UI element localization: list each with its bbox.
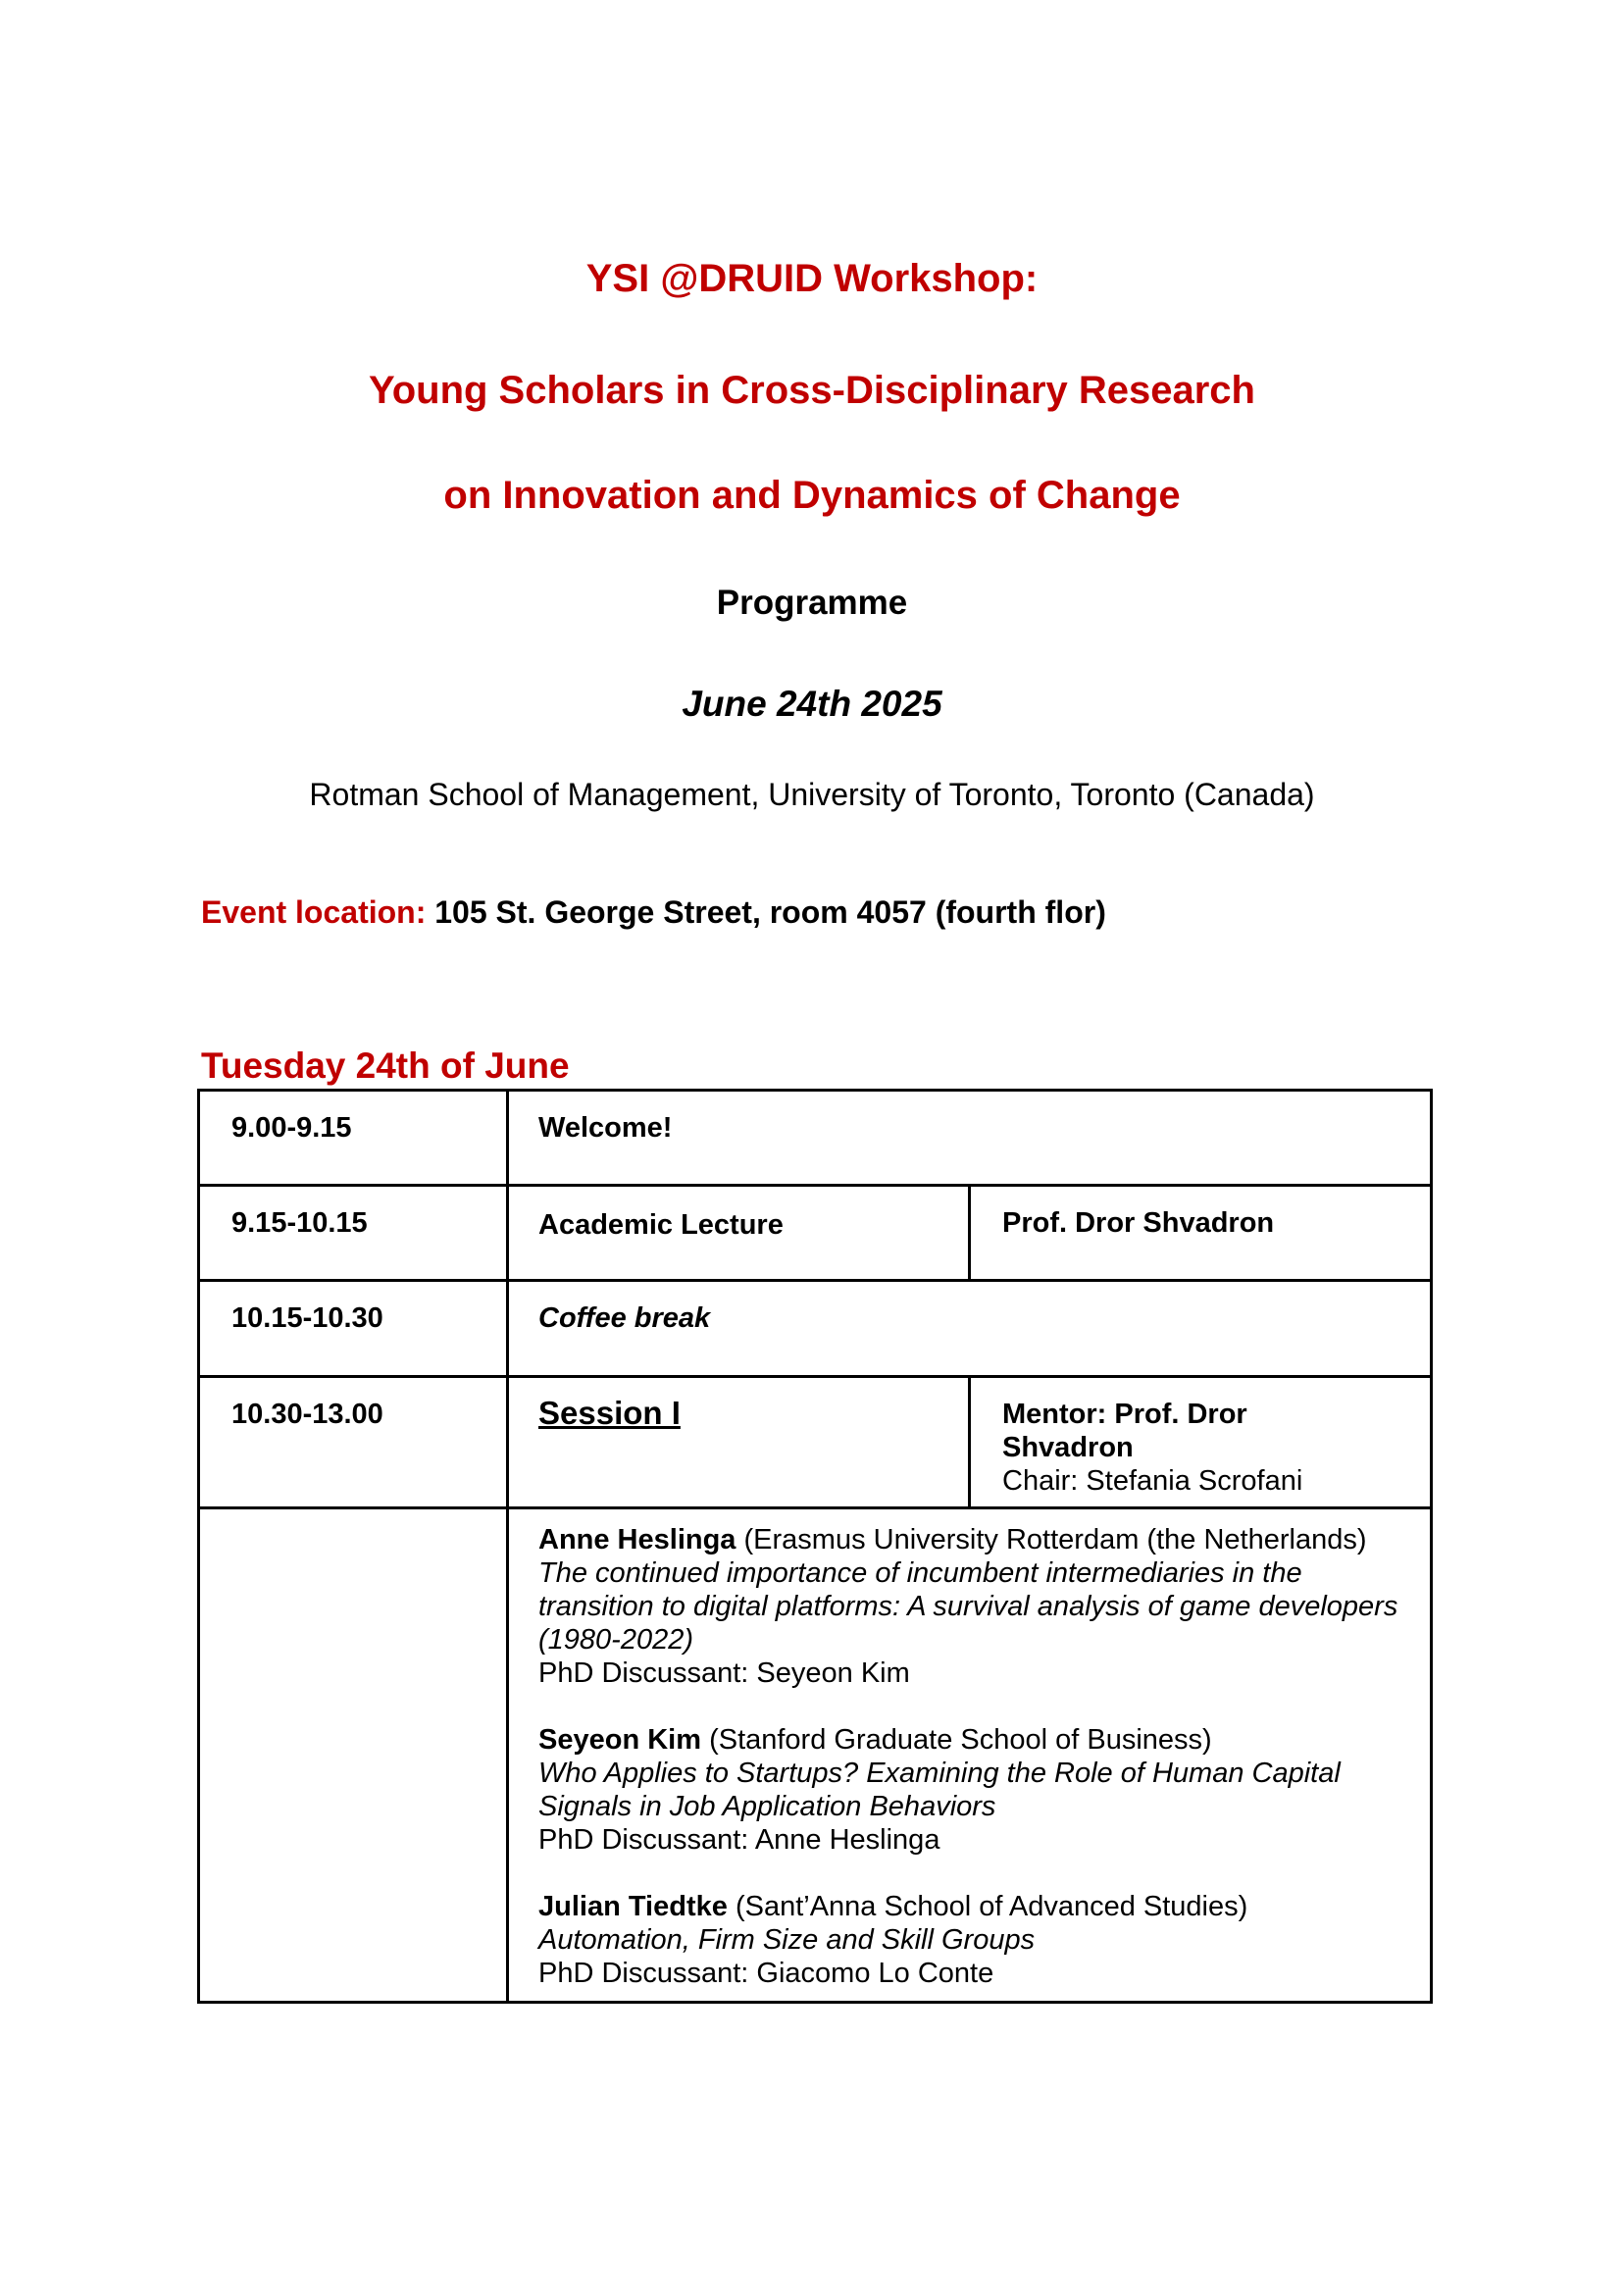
presenter-affiliation: (Stanford Graduate School of Business) — [709, 1724, 1212, 1756]
schedule-row-lecture — [199, 1186, 1432, 1281]
presentation — [538, 1890, 1410, 1990]
item-cell: Welcome! — [508, 1091, 1432, 1186]
schedule-row-coffee — [199, 1281, 1432, 1377]
schedule-table — [197, 1089, 1433, 2004]
presenter-name: Seyeon Kim — [538, 1724, 701, 1756]
workshop-subtitle-line1: Young Scholars in Cross-Disciplinary Research — [369, 369, 1255, 412]
presenter-name: Anne Heslinga — [538, 1524, 736, 1555]
speaker-cell: Prof. Dror Shvadron — [970, 1186, 1432, 1281]
session-title: Session I — [538, 1395, 681, 1431]
venue: Rotman School of Management, University of Toronto, Toronto (Canada) — [309, 777, 1315, 812]
item-cell — [508, 1377, 970, 1508]
discussant: PhD Discussant: Giacomo Lo Conte — [538, 1958, 994, 1989]
item-cell: Coffee break — [508, 1281, 1432, 1377]
time-cell: 10.15-10.30 — [199, 1281, 508, 1377]
paper-title: Automation, Firm Size and Skill Groups — [538, 1924, 1036, 1956]
empty-cell — [199, 1508, 508, 2003]
item-cell: Academic Lecture — [508, 1186, 970, 1281]
presentations-cell — [508, 1508, 1432, 2003]
chair: Chair: Stefania Scrofani — [1002, 1465, 1303, 1497]
time-cell: 10.30-13.00 — [199, 1377, 508, 1508]
mentor-cell — [970, 1377, 1432, 1508]
time-cell: 9.00-9.15 — [199, 1091, 508, 1186]
event-location-value: 105 St. George Street, room 4057 (fourth flor) — [434, 894, 1106, 930]
presentation — [538, 1523, 1410, 1690]
schedule-row-session — [199, 1377, 1432, 1508]
day-heading: Tuesday 24th of June — [201, 1045, 570, 1086]
paper-title: The continued importance of incumbent intermediaries in the transition to digital platforms: A survival analysis of game developers (1980-2022) — [538, 1557, 1398, 1656]
presentation — [538, 1723, 1410, 1857]
discussant: PhD Discussant: Seyeon Kim — [538, 1657, 910, 1689]
workshop-subtitle-line2: on Innovation and Dynamics of Change — [443, 474, 1181, 517]
presenter-affiliation: (Sant’Anna School of Advanced Studies) — [735, 1891, 1248, 1922]
event-location-label: Event location: — [201, 894, 427, 930]
workshop-title: YSI @DRUID Workshop: — [585, 257, 1039, 300]
event-date: June 24th 2025 — [682, 684, 942, 724]
schedule-row-welcome — [199, 1091, 1432, 1186]
presenter-affiliation: (Erasmus University Rotterdam (the Netherlands) — [743, 1524, 1367, 1555]
programme-heading: Programme — [716, 584, 908, 622]
paper-title: Who Applies to Startups? Examining the Role of Human Capital Signals in Job Application Behaviors — [538, 1758, 1341, 1822]
schedule-row-presentations — [199, 1508, 1432, 2003]
event-location — [201, 893, 1106, 931]
time-cell: 9.15-10.15 — [199, 1186, 508, 1281]
presenter-name: Julian Tiedtke — [538, 1891, 728, 1922]
mentor-line1: Mentor: Prof. Dror — [1002, 1399, 1247, 1430]
mentor-line2: Shvadron — [1002, 1432, 1134, 1463]
discussant: PhD Discussant: Anne Heslinga — [538, 1824, 940, 1856]
